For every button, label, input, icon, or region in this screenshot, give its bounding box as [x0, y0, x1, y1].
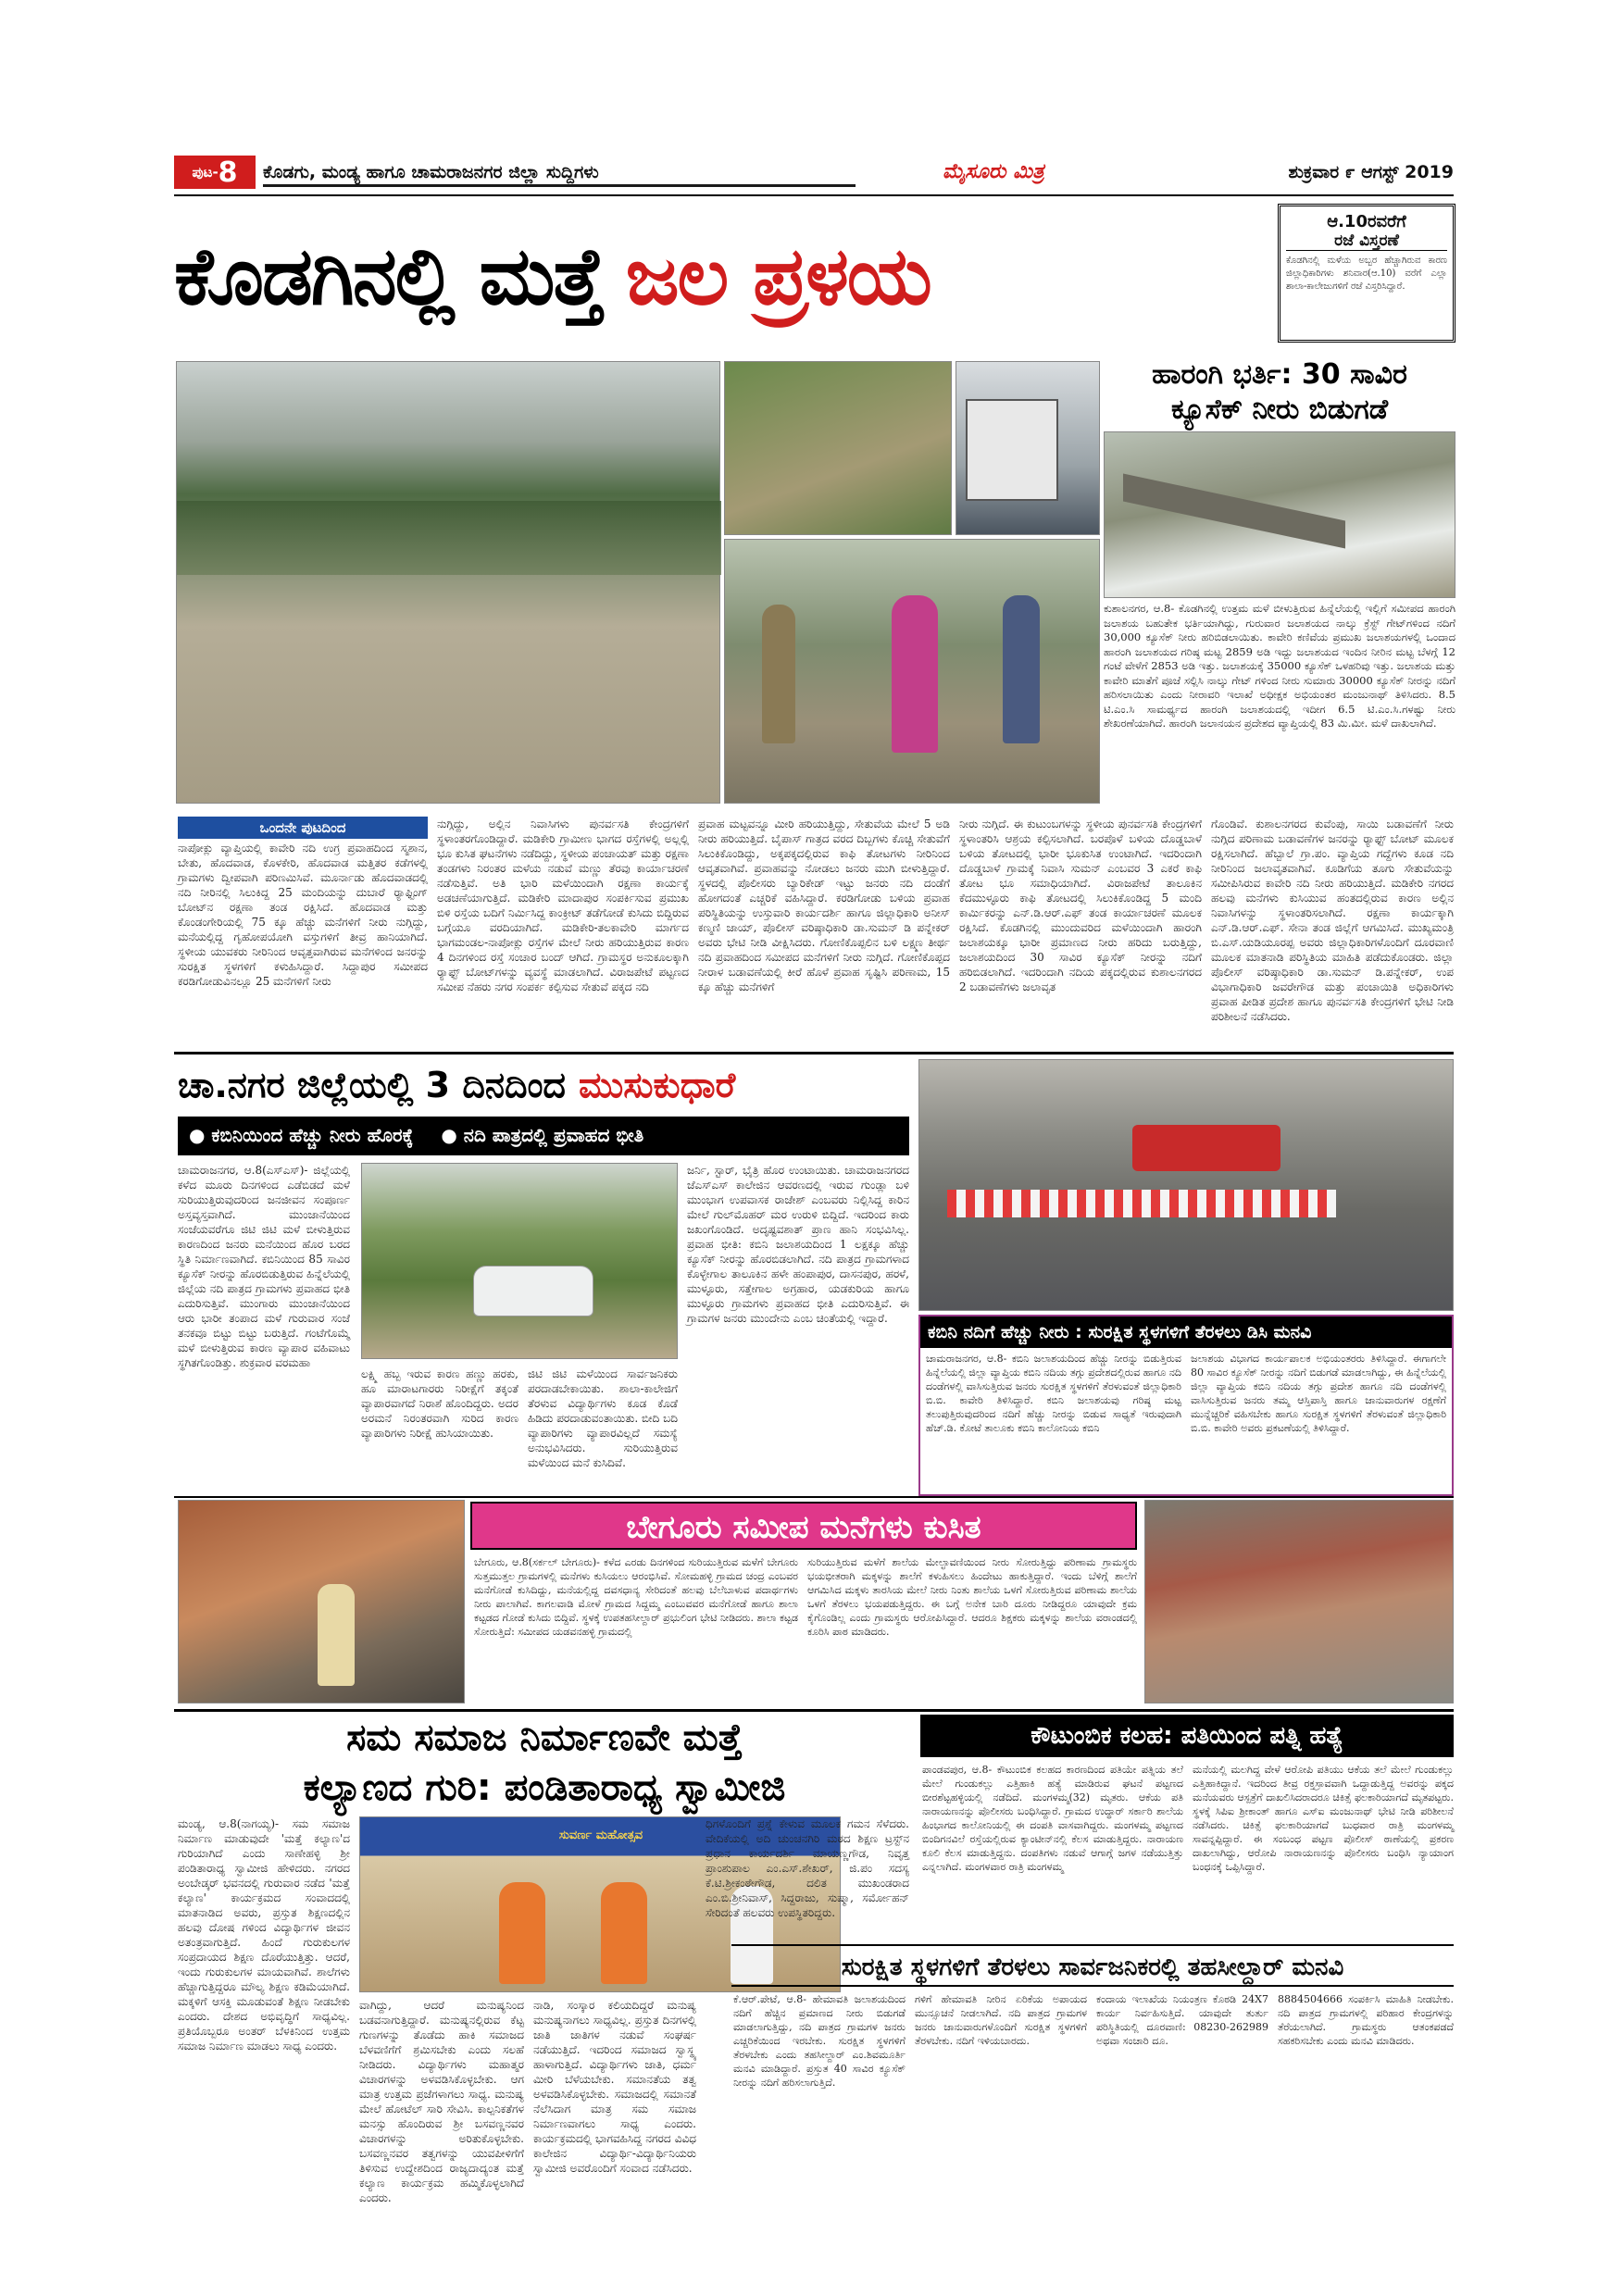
seer-col-2: ವಾಗಿದ್ದು, ಆದರೆ ಮನುಷ್ಯನಿಂದ ಬಡವನಾಗುತ್ತಿದ್ದಾರೆ. ಮನುಷ್ಯನಲ್ಲಿರುವ ಕೆಟ್ಟ ಗುಣಗಳನ್ನು ತೊಡೆದು ಹಾಕಿ ಸಮಾಜದ ಬೆಳವಣಿಗೆಗೆ ಶ್ರಮಿಸಬೇಕು ಎಂದು ಸಲಹೆ ನೀಡಿದರು. ವಿದ್ಯಾರ್ಥಿಗಳು ಮಹಾತ್ಮರ ವಿಚಾರಗಳನ್ನು ಅಳವಡಿಸಿಕೊಳ್ಳಬೇಕು. ಆಗ ಮಾತ್ರ ಉತ್ತಮ ಪ್ರಜೆಗಳಾಗಲು ಸಾಧ್ಯ. ಮನುಷ್ಯ ಮೇಲೆ ಹೋಟೆಲ್ ಸಾರಿ ಸೇವಿಸಿ. ಕಾಲ್ಪನಿಕತೆಗಳ ಮನಸ್ಸು ಹೊಂದಿರುವ ಶ್ರೀ ಬಸವಣ್ಣನವರ ವಿಚಾರಗಳನ್ನು ಅರಿತುಕೊಳ್ಳಬೇಕು. ಬಸವಣ್ಣನವರ ತತ್ವಗಳನ್ನು ಯುವಪೀಳಿಗೆಗೆ ತಿಳಿಸುವ ಉದ್ದೇಶದಿಂದ ರಾಜ್ಯದಾದ್ಯಂತ ಮತ್ತೆ ಕಲ್ಯಾಣ ಕಾರ್ಯಕ್ರಮ ಹಮ್ಮಿಕೊಳ್ಳಲಾಗಿದೆ ಎಂದರು. — [359, 1999, 524, 2204]
chamarajanagar-col-1: ಚಾಮರಾಜನಗರ, ಆ.8(ಎಸ್‌ಎಸ್)- ಜಿಲ್ಲೆಯಲ್ಲಿ ಕಳೆದ ಮೂರು ದಿನಗಳಿಂದ ಎಡೆಬಿಡದೆ ಮಳೆ ಸುರಿಯುತ್ತಿರುವುದರಿಂದ ಜನಜೀವನ ಸಂಪೂರ್ಣ ಅಸ್ತವ್ಯಸ್ತವಾಗಿದೆ. ಮುಂಜಾನೆಯಿಂದ ಸಂಜೆಯವರೆಗೂ ಜಿಟಿ ಜಿಟಿ ಮಳೆ ಬೀಳುತ್ತಿರುವ ಕಾರಣದಿಂದ ಜನರು ಮನೆಯಿಂದ ಹೊರ ಬರದ ಸ್ಥಿತಿ ನಿರ್ಮಾಣವಾಗಿದೆ. ಕಬಿನಿಯಿಂದ 85 ಸಾವಿರ ಕ್ಯೂಸೆಕ್ ನೀರನ್ನು ಹೊರಬಿಡುತ್ತಿರುವ ಹಿನ್ನೆಲೆಯಲ್ಲಿ ಜಿಲ್ಲೆಯ ನದಿ ಪಾತ್ರದ ಗ್ರಾಮಗಳು ಪ್ರವಾಹದ ಭೀತಿ ಎದುರಿಸುತ್ತಿವೆ. ಮುಂಗಾರು ಮುಂಜಾನೆಯಿಂದ ಆರು ಭಾರೀ ತಂಪಾದ ಮಳೆ ಗುರುವಾರ ಸಂಜೆ ತನಕವೂ ಬಿಟ್ಟು ಬಿಟ್ಟು ಬರುತ್ತಿದೆ. ಗಂಟೆಗೊಮ್ಮೆ ಮಳೆ ಬೀಳುತ್ತಿರುವ ಕಾರಣ ವ್ಯಾಪಾರ ವಹಿವಾಟು ಸ್ಥಗಿತಗೊಂಡಿತ್ತು. ಶುಕ್ರವಾರ ವರಮಹಾ — [178, 1164, 350, 1369]
seer-headline-line2: ಕಲ್ಯಾಣದ ಗುರಿ: ಪಂಡಿತಾರಾಧ್ಯ ಸ್ವಾಮೀಜಿ — [303, 1766, 786, 1809]
section-rule-2 — [174, 1496, 1454, 1498]
lead-col-5: ಗೊಂಡಿವೆ. ಕುಶಾಲನಗರದ ಕುವೆಂಪು, ಸಾಯಿ ಬಡಾವಣೆಗೆ ನೀರು ನುಗ್ಗಿದ ಪರಿಣಾಮ ಬಡಾವಣೆಗಳ ಜನರನ್ನು ರ್‍ಯಾಫ್ಟ್ ಬೋಟ್ ಮೂಲಕ ರಕ್ಷಿಸಲಾಗಿದೆ. ಹೆಬ್ಬಾಲೆ ಗ್ರಾ.ಪಂ. ವ್ಯಾಪ್ತಿಯ ಗದ್ದೆಗಳು ಕೂಡ ನದಿ ನೀರಿನಿಂದ ಜಲಾವೃತವಾಗಿವೆ. ಕೂಡಿಗೆಯ ತೂಗು ಸೇತುವೆಯನ್ನು ಸಮೀಪಿಸಿರುವ ಕಾವೇರಿ ನದಿ ನೀರು ಹರಿಯುತ್ತಿದೆ. ಮಡಿಕೇರಿ ನಗರದ ಹಲವು ಮನೆಗಳು ಕುಸಿಯುವ ಹಂತದಲ್ಲಿರುವ ಕಾರಣ ಅಲ್ಲಿನ ನಿವಾಸಿಗಳನ್ನು ಸ್ಥಳಾಂತರಿಸಲಾಗಿದೆ. ರಕ್ಷಣಾ ಕಾರ್ಯಕ್ಕಾಗಿ ಎನ್.ಡಿ.ಆರ್.ಎಫ್. ಸೇನಾ ತಂಡ ಜಿಲ್ಲೆಗೆ ಆಗಮಿಸಿದೆ. ಮುಖ್ಯಮಂತ್ರಿ ಬಿ.ಎಸ್.ಯಡಿಯೂರಪ್ಪ ಅವರು ಜಿಲ್ಲಾಧಿಕಾರಿಗಳೊಂದಿಗೆ ದೂರವಾಣಿ ಮೂಲಕ ಮಾತನಾಡಿ ಪರಿಸ್ಥಿತಿಯ ಮಾಹಿತಿ ಪಡೆದುಕೊಂಡರು. ಜಿಲ್ಲಾ ಪೊಲೀಸ್ ವರಿಷ್ಠಾಧಿಕಾರಿ ಡಾ.ಸುಮನ್ ಡಿ.ಪನ್ನೇಕರ್, ಉಪ ವಿಭಾಗಾಧಿಕಾರಿ ಜವರೇಗೌಡ ಮತ್ತು ಪಂಚಾಯಿತಿ ಅಧಿಕಾರಿಗಳು ಪ್ರವಾಹ ಪೀಡಿತ ಪ್ರದೇಶ ಹಾಗೂ ಪುನರ್ವಸತಿ ಕೇಂದ್ರಗಳಿಗೆ ಭೇಟಿ ನೀಡಿ ಪರಿಶೀಲನೆ ನಡೆಸಿದರು. — [1211, 817, 1454, 1023]
begur-col-1: ಬೇಗೂರು, ಆ.8(ಸರ್ಕಲ್ ಬೇಗೂರು)- ಕಳೆದ ಎರಡು ದಿನಗಳಿಂದ ಸುರಿಯುತ್ತಿರುವ ಮಳೆಗೆ ಬೇಗೂರು ಸುತ್ತಮುತ್ತಲ ಗ್ರಾಮಗಳಲ್ಲಿ ಮನೆಗಳು ಕುಸಿಯಲು ಆರಂಭಿಸಿವೆ. ಸೋಮಹಳ್ಳಿ ಗ್ರಾಮದ ಚಂದ್ರ ಎಂಬವರ ಮನೆಗೋಡೆ ಕುಸಿದಿದ್ದು, ಮನೆಯಲ್ಲಿದ್ದ ದವಸಧಾನ್ಯ ಸೇರಿದಂತೆ ಹಲವು ಬೆಲೆಬಾಳುವ ಪದಾರ್ಥಗಳು ನೀರು ಪಾಲಾಗಿವೆ. ಕಾಗಲವಾಡಿ ಮೋಳೆ ಗ್ರಾಮದ ಸಿದ್ದಮ್ಮ ಎಂಬುವವರ ಮನೆಗೋಡೆ ಹಾಗೂ ಶಾಲಾ ಕಟ್ಟಡದ ಗೋಡೆ ಕುಸಿದು ಬಿದ್ದಿವೆ. ಸ್ಥಳಕ್ಕೆ ಉಪತಹಸೀಲ್ದಾರ್ ಪ್ರಭುಲಿಂಗ ಭೇಟಿ ನೀಡಿದರು. ಶಾಲಾ ಕಟ್ಟಡ ಸೋರುತ್ತಿದೆ: ಸಮೀಪದ ಯಡವನಹಳ್ಳಿ ಗ್ರಾಮದಲ್ಲಿ — [474, 1556, 798, 1638]
begur-col-2: ಸುರಿಯುತ್ತಿರುವ ಮಳೆಗೆ ಶಾಲೆಯ ಮೇಲ್ಛಾವಣಿಯಿಂದ ನೀರು ಸೋರುತ್ತಿದ್ದು ಪರಿಣಾಮ ಗ್ರಾಮಸ್ಥರು ಭಯಭೀತರಾಗಿ ಮಕ್ಕಳನ್ನು ಶಾಲೆಗೆ ಕಳುಹಿಸಲು ಹಿಂದೇಟು ಹಾಕುತ್ತಿದ್ದಾರೆ. ಇಂದು ಬೆಳಿಗ್ಗೆ ಶಾಲೆಗೆ ಆಗಮಿಸಿದ ಮಕ್ಕಳು ತಾರಸಿಯ ಮೇಲೆ ನೀರು ನಿಂತು ಶಾಲೆಯ ಒಳಗೆ ಸೋರುತ್ತಿರುವ ಪರಿಣಾಮ ಶಾಲೆಯ ಒಳಗೆ ತೆರಳಲು ಭಯಪಡುತ್ತಿದ್ದರು. ಈ ಬಗ್ಗೆ ಅನೇಕ ಬಾರಿ ದೂರು ನೀಡಿದ್ದರೂ ಯಾವುದೇ ಕ್ರಮ ಕೈಗೊಂಡಿಲ್ಲ ಎಂದು ಗ್ರಾಮಸ್ಥರು ಆರೋಪಿಸಿದ್ದಾರೆ. ಆದರೂ ಶಿಕ್ಷಕರು ಮಕ್ಕಳನ್ನು ಶಾಲೆಯ ವರಾಂಡದಲ್ಲಿ ಕೂರಿಸಿ ಪಾಠ ಮಾಡಿದರು. — [807, 1556, 1137, 1638]
seer-photo-banner: ಸುವರ್ಣ ಮಹೋತ್ಸವ — [558, 1828, 643, 1842]
kabini-col-1: ಚಾಮರಾಜನಗರ, ಆ.8- ಕಬಿನಿ ಜಲಾಶಯದಿಂದ ಹೆಚ್ಚು ನೀರನ್ನು ಬಿಡುತ್ತಿರುವ ಹಿನ್ನೆಲೆಯಲ್ಲಿ ಜಿಲ್ಲಾ ವ್ಯಾಪ್ತಿಯ ಕಬಿನಿ ನದಿಯ ತಗ್ಗು ಪ್ರದೇಶದಲ್ಲಿರುವ ಹಾಗೂ ನದಿ ದಂಡೆಗಳಲ್ಲಿ ವಾಸಿಸುತ್ತಿರುವ ಜನರು ಸುರಕ್ಷಿತ ಸ್ಥಳಗಳಿಗೆ ತೆರಳುವಂತೆ ಜಿಲ್ಲಾಧಿಕಾರಿ ಬಿ.ಬಿ. ಕಾವೇರಿ ತಿಳಿಸಿದ್ದಾರೆ. ಕಬಿನಿ ಜಲಾಶಯವು ಗರಿಷ್ಠ ಮಟ್ಟ ತಲುಪುತ್ತಿರುವುದರಿಂದ ನದಿಗೆ ಹೆಚ್ಚು ನೀರನ್ನು ಬಿಡುವ ಸಾಧ್ಯತೆ ಇರುವುದಾಗಿ ಹೆಚ್.ಡಿ. ಕೋಟೆ ತಾಲೂಕು ಕಬಿನಿ ಕಾಲೋನಿಯ ಕಬಿನಿ — [926, 1353, 1181, 1434]
seer-headline-line1: ಸಮ ಸಮಾಜ ನಿರ್ಮಾಣವೇ ಮತ್ತೆ — [346, 1716, 743, 1759]
continuation-label: ಒಂದನೇ ಪುಟದಿಂದ — [178, 817, 428, 839]
lead-col-1: ನಾಪೋಕ್ಲು ವ್ಯಾಪ್ತಿಯಲ್ಲಿ ಕಾವೇರಿ ನದಿ ಉಗ್ರ ಪ್ರವಾಹದಿಂದ ಸ್ಮಶಾನ, ಬೇತು, ಹೊದವಾಡ, ಕೊಳಕೇರಿ, ಹೊದವಾಡ ಮತ್ತಿತರ ಕಡೆಗಳಲ್ಲಿ ಗ್ರಾಮಗಳು ದ್ವೀಪವಾಗಿ ಪರಿಣಮಿಸಿವೆ. ಮೂರ್ನಾಡು ಹೊದವಾಡದಲ್ಲಿ ನದಿ ನೀರಿನಲ್ಲಿ ಸಿಲುಕಿದ್ದ 25 ಮಂದಿಯನ್ನು ದುಬಾರೆ ರ್‍ಯಾಫ್ಟಿಂಗ್ ಬೋಟ್‌ನ ರಕ್ಷಣಾ ತಂಡ ರಕ್ಷಿಸಿದೆ. ಹೊದವಾಡ ಮತ್ತು ಕೊಂಡಂಗೇರಿಯಲ್ಲಿ 75 ಕ್ಕೂ ಹೆಚ್ಚು ಮನೆಗಳಿಗೆ ನೀರು ನುಗ್ಗಿದ್ದು, ಮನೆಯಲ್ಲಿದ್ದ ಗೃಹೋಪಯೋಗಿ ವಸ್ತುಗಳಿಗೆ ತೀವ್ರ ಹಾನಿಯಾಗಿದೆ. ಸ್ಥಳೀಯ ಯುವಕರು ನೀರಿನಿಂದ ಆವೃತ್ತವಾಗಿರುವ ಮನೆಗಳಿಂದ ಜನರನ್ನು ಸುರಕ್ಷಿತ ಸ್ಥಳಗಳಿಗೆ ಕಳುಹಿಸಿದ್ದಾರೆ. ಸಿದ್ದಾಪುರ ಸಮೀಪದ ಕರಡಿಗೋಡುವಿನಲ್ಲೂ 25 ಮನೆಗಳಿಗೆ ನೀರು — [178, 842, 428, 988]
newspaper-name: ಮೈಸೂರು ಮಿತ್ರ — [943, 160, 1044, 183]
chamarajanagar-col-3: ಜಿಟಿ ಜಿಟಿ ಮಳೆಯಿಂದ ಸಾರ್ವಜನಿಕರು ಪರದಾಡಬೇಕಾಯಿತು. ಶಾಲಾ-ಕಾಲೇಜಿಗೆ ತೆರಳುವ ವಿದ್ಯಾರ್ಥಿಗಳು ಕೂಡ ಕೊಡೆ ಹಿಡಿದು ಪರದಾಡುವಂತಾಯಿತು. ಬೀದಿ ಬದಿ ವ್ಯಾಪಾರಿಗಳು ವ್ಯಾಪಾರವಿಲ್ಲದೆ ಸಮಸ್ಯೆ ಅನುಭವಿಸಿದರು. ಸುರಿಯುತ್ತಿರುವ ಮಳೆಯಿಂದ ಮನೆ ಕುಸಿದಿವೆ. — [528, 1367, 678, 1469]
issue-date: ಶುಕ್ರವಾರ ೯ ಆಗಸ್ಟ್ 2019 — [1288, 162, 1454, 182]
holiday-box-title: ಆ.10ರವರೆಗೆ — [1327, 212, 1406, 231]
lead-headline — [174, 204, 1267, 352]
bus-photo — [956, 361, 1100, 535]
chamarajanagar-bullet-1: ● ಕಬಿನಿಯಿಂದ ಹೆಚ್ಚು ನೀರು ಹೊರಕ್ಕೆ — [189, 1124, 414, 1146]
lead-headline-black: ಕೊಡಗಿನಲ್ಲಿ ಮತ್ತೆ — [174, 231, 604, 323]
domestic-col-2: ಮನೆಯಲ್ಲಿ ಮಲಗಿದ್ದ ವೇಳೆ ಆರೋಪಿ ಪತಿಯು ಆಕೆಯ ತಲೆ ಮೇಲೆ ಗುಂಡುಕಲ್ಲು ಎತ್ತಿಹಾಕಿದ್ದಾನೆ. ಇದರಿಂದ ತೀವ್ರ ರಕ್ತಸ್ರಾವವಾಗಿ ಒದ್ದಾಡುತ್ತಿದ್ದ ಅವರನ್ನು ಪಕ್ಕದ ಮನೆಯವರು ಆಸ್ಪತ್ರೆಗೆ ದಾಖಲಿಸಿದರಾದರೂ ಚಿಕಿತ್ಸೆ ಫಲಕಾರಿಯಾಗದೆ ಮೃತಪಟ್ಟರು. ಸ್ಥಳಕ್ಕೆ ಸಿಪಿಐ ಶ್ರೀಕಾಂತ್ ಹಾಗೂ ಎಸ್‌ಐ ಮಂಜುನಾಥ್ ಭೇಟಿ ನೀಡಿ ಪರಿಶೀಲನೆ ನಡೆಸಿದರು. ಚಿಕಿತ್ಸೆ ಫಲಕಾರಿಯಾಗದೆ ಬುಧವಾರ ರಾತ್ರಿ ಮಂಗಳಮ್ಮ ಸಾವನ್ನಪ್ಪಿದ್ದಾರೆ. ಈ ಸಂಬಂಧ ಪಟ್ಟಣ ಪೊಲೀಸ್ ಠಾಣೆಯಲ್ಲಿ ಪ್ರಕರಣ ದಾಖಲಾಗಿದ್ದು, ಆರೋಪಿ ನಾರಾಯಣನನ್ನು ಪೊಲೀಸರು ಬಂಧಿಸಿ ನ್ಯಾಯಾಂಗ ಬಂಧನಕ್ಕೆ ಒಪ್ಪಿಸಿದ್ದಾರೆ. — [1193, 1764, 1454, 1873]
seer-col-4: ಧಿಗಳೊಂದಿಗೆ ಪ್ರಶ್ನೆ ಕೇಳುವ ಮೂಲಕ ಗಮನ ಸೆಳೆದರು. ವೇದಿಕೆಯಲ್ಲಿ ಅದಿ ಚುಂಚನಗಿರಿ ಮಠದ ಶಿಕ್ಷಣ ಟ್ರಸ್ಟ್‌ನ ಪ್ರಧಾನ ಕಾರ್ಯದರ್ಶಿ ಮಾಯಣ್ಣಗೌಡ, ನಿವೃತ್ತ ಪ್ರಾಂಶುಪಾಲ ಎಂ.ಎಸ್.ಶೇಖರ್, ಜಿ.ಪಂ ಸದಸ್ಯ ಕೆ.ಟಿ.ಶ್ರೀಕಂಠೇಗೌಡ, ದಲಿತ ಮುಖಂಡರಾದ ಎಂ.ಬಿ.ಶ್ರೀನಿವಾಸ್, ಸಿದ್ದರಾಜು, ಸುಷ್ಮಾ, ಸರ್ಮೋಹನ್ ಸೇರಿದಂತೆ ಹಲವರು ಉಪಸ್ಥಿತರಿದ್ದರು. — [706, 1817, 909, 1919]
holiday-box-subtitle: ರಜೆ ವಿಸ್ತರಣೆ — [1286, 231, 1447, 251]
seer-col-3: ನಾಡಿ, ಸಂಸ್ಕಾರ ಕಲಿಯದಿದ್ದರೆ ಮನುಷ್ಯ ಮನುಷ್ಯನಾಗಲು ಸಾಧ್ಯವಿಲ್ಲ. ಪ್ರಸ್ತುತ ದಿನಗಳಲ್ಲಿ ಜಾತಿ ಜಾತಿಗಳ ನಡುವೆ ಸಂಘರ್ಷ ನಡೆಯುತ್ತಿದೆ. ಇದರಿಂದ ಸಮಾಜದ ಸ್ವಾಸ್ಥ್ಯ ಹಾಳಾಗುತ್ತಿದೆ. ವಿದ್ಯಾರ್ಥಿಗಳು ಜಾತಿ, ಧರ್ಮ ಮೀರಿ ಬೆಳೆಯಬೇಕು. ಸಮಾನತೆಯ ತತ್ವ ಅಳವಡಿಸಿಕೊಳ್ಳಬೇಕು. ಸಮಾಜದಲ್ಲಿ ಸಮಾನತೆ ನೆಲೆಸಿದಾಗ ಮಾತ್ರ ಸಮ ಸಮಾಜ ನಿರ್ಮಾಣವಾಗಲು ಸಾಧ್ಯ ಎಂದರು. ಕಾರ್ಯಕ್ರಮದಲ್ಲಿ ಭಾಗವಹಿಸಿದ್ದ ನಗರದ ವಿವಿಧ ಕಾಲೇಜಿನ ವಿದ್ಯಾರ್ಥಿ-ವಿದ್ಯಾರ್ಥಿನಿಯರು ಸ್ವಾಮೀಜಿ ಅವರೊಂದಿಗೆ ಸಂವಾದ ನಡೆಸಿದರು. — [533, 1999, 696, 2175]
domestic-headline: ಕೌಟುಂಬಿಕ ಕಲಹ: ಪತಿಯಿಂದ ಪತ್ನಿ ಹತ್ಯೆ — [920, 1715, 1454, 1757]
chamarajanagar-col-4: ಜರ್ನಿ, ಸ್ಟಾರ್, ಭೈತ್ರಿ ಹೊರ ಉಂಟಾಯಿತು. ಚಾಮರಾಜನಗರದ ಜೆಎಸ್‌ಎಸ್ ಕಾಲೇಜಿನ ಆವರಣದಲ್ಲಿ ಇರುವ ಗುಂಡ್ಲಾ ಬಳಿ ಮುಂಭಾಗ ಉಪವಾಸಕ ರಾಜೇಶ್ ಎಂಬವರು ನಿಲ್ಲಿಸಿದ್ದ ಕಾರಿನ ಮೇಲೆ ಗುಲ್‌ಮೊಹರ್ ಮರ ಉರುಳಿ ಬಿದ್ದಿದೆ. ಇದರಿಂದ ಕಾರು ಜಖಂಗೊಂಡಿದೆ. ಅದೃಷ್ಟವಶಾತ್ ಪ್ರಾಣ ಹಾನಿ ಸಂಭವಿಸಿಲ್ಲ. ಪ್ರವಾಹ ಭೀತಿ: ಕಬಿನಿ ಜಲಾಶಯದಿಂದ 1 ಲಕ್ಷಕ್ಕೂ ಹೆಚ್ಚು ಕ್ಯೂಸೆಕ್ ನೀರನ್ನು ಹೊರಬಿಡಲಾಗಿದೆ. ನದಿ ಪಾತ್ರದ ಗ್ರಾಮಗಳಾದ ಕೊಳ್ಳೇಗಾಲ ತಾಲೂಕಿನ ಹಳೇ ಹಂಪಾಪುರ, ದಾಸನಪುರ, ಹರಳೆ, ಮುಳ್ಳೂರು, ಸತ್ತೇಗಾಲ ಅಗ್ರಹಾರ, ಯಡಕುರಿಯ ಹಾಗೂ ಮುಳ್ಳೂರು ಗ್ರಾಮಗಳು ಪ್ರವಾಹದ ಭೀತಿ ಎದುರಿಸುತ್ತಿವೆ. ಈ ಗ್ರಾಮಗಳ ಜನರು ಮುಂದೇನು ಎಂಬ ಚಿಂತೆಯಲ್ಲಿ ಇದ್ದಾರೆ. — [687, 1164, 909, 1325]
flood-river-photo — [176, 361, 720, 804]
lead-col-3: ಪ್ರವಾಹ ಮಟ್ಟವನ್ನೂ ಮೀರಿ ಹರಿಯುತ್ತಿದ್ದು, ಸೇತುವೆಯ ಮೇಲೆ 5 ಅಡಿ ನೀರು ಹರಿಯುತ್ತಿದೆ. ಬೈಪಾಸ್ ಗಾತ್ರದ ವರದ ದಿಬ್ಬಗಳು ಕೊಚ್ಚಿ ಸೇತುವೆಗೆ ಸಿಲುಕಿಕೊಂಡಿದ್ದು, ಅಕ್ಕಪಕ್ಕದಲ್ಲಿರುವ ಕಾಫಿ ತೋಟಗಳು ನೀರಿನಿಂದ ಆವೃತವಾಗಿವೆ. ಪ್ರವಾಹವನ್ನು ನೋಡಲು ಜನರು ಮುಗಿ ಬೀಳುತ್ತಿದ್ದಾರೆ. ಸ್ಥಳದಲ್ಲಿ ಪೊಲೀಸರು ಬ್ಯಾರಿಕೇಡ್ ಇಟ್ಟು ಜನರು ನದಿ ದಂಡೆಗೆ ಹೋಗದಂತೆ ಎಚ್ಚರಿಕೆ ವಹಿಸಿದ್ದಾರೆ. ಕರಡಿಗೋಡು ಬಳಿಯ ಪ್ರವಾಹ ಪರಿಸ್ಥಿತಿಯನ್ನು ಉಸ್ತುವಾರಿ ಕಾರ್ಯದರ್ಶಿ ಹಾಗೂ ಜಿಲ್ಲಾಧಿಕಾರಿ ಅನೀಸ್ ಕಣ್ಮಣಿ ಜಾಯ್, ಪೊಲೀಸ್ ವರಿಷ್ಠಾಧಿಕಾರಿ ಡಾ.ಸುಮನ್ ಡಿ ಪನ್ನೇಕರ್ ಅವರು ಭೇಟಿ ನೀಡಿ ವೀಕ್ಷಿಸಿದರು. ಗೋಣಿಕೊಪ್ಪಲಿನ ಬಳಿ ಲಕ್ಷ್ಮಣ ತೀರ್ಥ ನದಿ ಪ್ರವಾಹದಿಂದ ಸಮೀಪದ ಮನೆಗಳಿಗೆ ನೀರು ನುಗ್ಗಿದೆ. ಗೋಣಿಕೊಪ್ಪದ ನೀರಾಳ ಬಡಾವಣೆಯಲ್ಲಿ ಕೀರೆ ಹೊಳೆ ಪ್ರವಾಹ ಸೃಷ್ಟಿಸಿ ಪರಿಣಾಮ, 15 ಕ್ಕೂ ಹೆಚ್ಚು ಮನೆಗಳಿಗೆ — [698, 817, 950, 993]
section-rule-3 — [174, 1709, 1454, 1712]
rainy-street-photo — [918, 1059, 1454, 1311]
section-rule-1 — [174, 1052, 1454, 1054]
collapsed-house-photo-left — [178, 1500, 465, 1703]
harangi-dam-photo — [1104, 431, 1455, 598]
landslide-road-photo — [724, 361, 952, 535]
masthead — [174, 156, 1454, 189]
seer-headline — [178, 1713, 911, 1815]
kabini-headline: ಕಬಿನಿ ನದಿಗೆ ಹೆಚ್ಚು ನೀರು : ಸುರಕ್ಷಿತ ಸ್ಥಳಗಳಿಗೆ ತೆರಳಲು ಡಿಸಿ ಮನವಿ — [920, 1316, 1452, 1348]
chamarajanagar-headline-black: ಚಾ.ನಗರ ಜಿಲ್ಲೆಯಲ್ಲಿ 3 ದಿನದಿಂದ — [178, 1064, 566, 1105]
chamarajanagar-col-2: ಲಕ್ಷ್ಮಿ ಹಬ್ಬ ಇರುವ ಕಾರಣ ಹಣ್ಣು ಹರಕು, ಹೂ ಮಾರಾಟಗಾರರು ನಿರೀಕ್ಷೆಗೆ ತಕ್ಕಂತೆ ವ್ಯಾಪಾರವಾಗದೆ ನಿರಾಶೆ ಹೊಂದಿದ್ದರು. ಅದರ ಅರಮನೆ ನಿರಂತರವಾಗಿ ಸುರಿದ ಕಾರಣ ವ್ಯಾಪಾರಿಗಳು ನಿರೀಕ್ಷೆ ಹುಸಿಯಾಯಿತು. — [361, 1367, 518, 1440]
collapsed-house-photo-right — [1144, 1500, 1454, 1703]
kabini-col-2: ಜಲಾಶಯ ವಿಭಾಗದ ಕಾರ್ಯಪಾಲಕ ಅಭಿಯಂತರರು ತಿಳಿಸಿದ್ದಾರೆ. ಈಗಾಗಲೇ 80 ಸಾವಿರ ಕ್ಯೂಸೆಕ್ ನೀರನ್ನು ನದಿಗೆ ಬಿಡುಗಡೆ ಮಾಡಲಾಗಿದ್ದು, ಈ ಹಿನ್ನೆಲೆಯಲ್ಲಿ ಜಿಲ್ಲಾ ವ್ಯಾಪ್ತಿಯ ಕಬಿನಿ ನದಿಯ ತಗ್ಗು ಪ್ರದೇಶ ಹಾಗೂ ನದಿ ದಂಡೆಗಳಲ್ಲಿ ವಾಸಿಸುತ್ತಿರುವ ಜನರು ತಮ್ಮ ಆಸ್ತಿಪಾಸ್ತಿ ಹಾಗೂ ಜಾನುವಾರುಗಳ ರಕ್ಷಣೆಗೆ ಮುನ್ನೆಚ್ಚರಿಕೆ ವಹಿಸಬೇಕು ಹಾಗೂ ಸುರಕ್ಷಿತ ಸ್ಥಳಗಳಿಗೆ ತೆರಳುವಂತೆ ಜಿಲ್ಲಾಧಿಕಾರಿ ಬಿ.ಬಿ. ಕಾವೇರಿ ಅವರು ಪ್ರಕಟಣೆಯಲ್ಲಿ ತಿಳಿಸಿದ್ದಾರೆ. — [1191, 1353, 1446, 1434]
domestic-col-1: ಪಾಂಡವಪುರ, ಆ.8- ಕೌಟುಂಬಿಕ ಕಲಹದ ಕಾರಣದಿಂದ ಪತಿಯೇ ಪತ್ನಿಯ ತಲೆ ಮೇಲೆ ಗುಂಡುಕಲ್ಲು ಎತ್ತಿಹಾಕಿ ಹತ್ಯೆ ಮಾಡಿರುವ ಘಟನೆ ಪಟ್ಟಣದ ಬೀರಶೆಟ್ಟಹಳ್ಳಿಯಲ್ಲಿ ನಡೆದಿದೆ. ಮಂಗಳಮ್ಮ(32) ಮೃತರು. ಆಕೆಯ ಪತಿ ನಾರಾಯಣನನ್ನು ಪೊಲೀಸರು ಬಂಧಿಸಿದ್ದಾರೆ. ಗ್ರಾಮದ ಉದ್ಧಾರ್ ಸರ್ಕಾರಿ ಶಾಲೆಯ ಹಿಂಭಾಗದ ಕಾಲೋನಿಯಲ್ಲಿ ಈ ದಂಪತಿ ವಾಸವಾಗಿದ್ದರು. ಮಂಗಳಮ್ಮ ಪಟ್ಟಣದ ಬಿಂದಿಗನವಿಲೆ ರಸ್ತೆಯಲ್ಲಿರುವ ಕ್ಯಾಂಟೀನ್‌ನಲ್ಲಿ ಕೆಲಸ ಮಾಡುತ್ತಿದ್ದರು. ನಾರಾಯಣ ಕೂಲಿ ಕೆಲಸ ಮಾಡುತ್ತಿದ್ದನು. ದಂಪತಿಗಳು ನಡುವೆ ಆಗಾಗ್ಗೆ ಜಗಳ ನಡೆಯುತ್ತಿತ್ತು ಎನ್ನಲಾಗಿದೆ. ಮಂಗಳವಾರ ರಾತ್ರಿ ಮಂಗಳಮ್ಮ — [922, 1764, 1183, 1873]
seer-col-1: ಮಂಡ್ಯ, ಆ.8(ನಾಗಯ್ಯ)- ಸಮ ಸಮಾಜ ನಿರ್ಮಾಣ ಮಾಡುವುದೇ 'ಮತ್ತೆ ಕಲ್ಯಾಣ'ದ ಗುರಿಯಾಗಿದೆ ಎಂದು ಸಾಣೇಹಳ್ಳಿ ಶ್ರೀ ಪಂಡಿತಾರಾಧ್ಯ ಸ್ವಾಮೀಜಿ ಹೇಳಿದರು. ನಗರದ ಅಂಬೇಡ್ಕರ್ ಭವನದಲ್ಲಿ ಗುರುವಾರ ನಡೆದ 'ಮತ್ತೆ ಕಲ್ಯಾಣ' ಕಾರ್ಯಕ್ರಮದ ಸಂವಾದದಲ್ಲಿ ಮಾತನಾಡಿದ ಅವರು, ಪ್ರಸ್ತುತ ಶಿಕ್ಷಣದಲ್ಲಿನ ಹಲವು ದೋಷ ಗಳಿಂದ ವಿದ್ಯಾರ್ಥಿಗಳ ಜೀವನ ಅತಂತ್ರವಾಗುತ್ತಿದೆ. ಹಿಂದೆ ಗುರುಕುಲಗಳ ಸಂಪ್ರದಾಯದ ಶಿಕ್ಷಣ ದೊರೆಯುತ್ತಿತ್ತು. ಆದರೆ, ಇಂದು ಗುರುಕುಲಗಳ ಮಾಯವಾಗಿವೆ. ಶಾಲೆಗಳು ಹೆಚ್ಚಾಗುತ್ತಿದ್ದರೂ ಮೌಲ್ಯ ಶಿಕ್ಷಣ ಕಡಿಮೆಯಾಗಿದೆ. ಮಕ್ಕಳಿಗೆ ಆಸಕ್ತಿ ಮೂಡುವಂತೆ ಶಿಕ್ಷಣ ನೀಡಬೇಕು ಎಂದರು. ದೇಶದ ಅಭಿವೃದ್ಧಿಗೆ ಸಾಧ್ಯವಿಲ್ಲ. ಪ್ರತಿಯೊಬ್ಬರೂ ಅಂತರ್ ಬೆಳಕಿನಿಂದ ಉತ್ತಮ ಸಮಾಜ ನಿರ್ಮಾಣ ಮಾಡಲು ಸಾಧ್ಯ ಎಂದರು. — [178, 1817, 350, 2053]
masthead-rule — [174, 194, 1454, 196]
fallen-tree-car-photo — [361, 1163, 678, 1359]
lead-col-4: ನೀರು ನುಗ್ಗಿದೆ. ಈ ಕುಟುಂಬಗಳನ್ನು ಸ್ಥಳೀಯ ಪುನರ್ವಸತಿ ಕೇಂದ್ರಗಳಿಗೆ ಸ್ಥಳಾಂತರಿಸಿ ಆಶ್ರಯ ಕಲ್ಪಿಸಲಾಗಿದೆ. ಬರಪೊಳೆ ಬಳಿಯ ದೊಡ್ಡಬಾಳೆ ಬಳಿಯ ತೋಟದಲ್ಲಿ ಭಾರೀ ಭೂಕುಸಿತ ಉಂಟಾಗಿದೆ. ಇದರಿಂದಾಗಿ ದೊಡ್ಡಬಾಳೆ ಗ್ರಾಮಕ್ಕೆ ನಿವಾಸಿ ಸುಮನ್ ಎಂಬವರ 3 ಎಕರೆ ಕಾಫಿ ತೋಟ ಭೂ ಸಮಾಧಿಯಾಗಿದೆ. ವಿರಾಜಪೇಟೆ ತಾಲೂಕಿನ ಕೆದಮುಳ್ಳೂರು ಕಾಫಿ ತೋಟದಲ್ಲಿ ಸಿಲುಕಿಕೊಂಡಿದ್ದ 5 ಮಂದಿ ಕಾರ್ಮಿಕರನ್ನು ಎನ್.ಡಿ.ಆರ್.ಎಫ್ ತಂಡ ಕಾರ್ಯಾಚರಣೆ ಮೂಲಕ ರಕ್ಷಿಸಿದೆ. ಕೊಡಗಿನಲ್ಲಿ ಮುಂದುವರಿದ ಮಳೆಯಿಂದಾಗಿ ಹಾರಂಗಿ ಜಲಾಶಯಕ್ಕೂ ಭಾರೀ ಪ್ರಮಾಣದ ನೀರು ಹರಿದು ಬರುತ್ತಿದ್ದು, ಜಲಾಶಯದಿಂದ 30 ಸಾವಿರ ಕ್ಯೂಸೆಕ್ ನೀರನ್ನು ನದಿಗೆ ಹರಿಬಿಡಲಾಗಿದೆ. ಇದರಿಂದಾಗಿ ನದಿಯ ಪಕ್ಕದಲ್ಲಿರುವ ಕುಶಾಲನಗರದ 2 ಬಡಾವಣೆಗಳು ಜಲಾವೃತ — [959, 817, 1202, 993]
harangi-headline-line1: ಹಾರಂಗಿ ಭರ್ತಿ: 30 ಸಾವಿರ — [1152, 358, 1407, 391]
holiday-box — [1278, 204, 1455, 343]
kabini-box — [918, 1315, 1454, 1496]
harangi-headline-line2: ಕ್ಯೂಸೆಕ್ ನೀರು ಬಿಡುಗಡೆ — [1170, 393, 1389, 426]
tahsildar-col-1: ಕೆ.ಆರ್.ಪೇಟೆ, ಆ.8- ಹೇಮಾವತಿ ಜಲಾಶಯದಿಂದ ನದಿಗೆ ಹೆಚ್ಚಿನ ಪ್ರಮಾಣದ ನೀರು ಬಿಡುಗಡೆ ಮಾಡಲಾಗುತ್ತಿದ್ದು, ನದಿ ಪಾತ್ರದ ಗ್ರಾಮಗಳ ಜನರು ಎಚ್ಚರಿಕೆಯಿಂದ ಇರಬೇಕು. ಸುರಕ್ಷಿತ ಸ್ಥಳಗಳಿಗೆ ತೆರಳಬೇಕು ಎಂದು ತಹಸೀಲ್ದಾರ್ ಎಂ.ಶಿವಮೂರ್ತಿ ಮನವಿ ಮಾಡಿದ್ದಾರೆ. ಪ್ರಸ್ತುತ 40 ಸಾವಿರ ಕ್ಯೂಸೆಕ್ ನೀರನ್ನು ನದಿಗೆ ಹರಿಸಲಾಗುತ್ತಿದೆ. — [733, 1993, 906, 2089]
tahsildar-col-4: 8884504666 ಸಂಪರ್ಕಿಸಿ ಮಾಹಿತಿ ನೀಡಬೇಕು. ನದಿ ಪಾತ್ರದ ಗ್ರಾಮಗಳಲ್ಲಿ ಪರಿಹಾರ ಕೇಂದ್ರಗಳನ್ನು ತೆರೆಯಲಾಗಿದೆ. ಗ್ರಾಮಸ್ಥರು ಆತಂಕಪಡದೆ ಸಹಕರಿಸಬೇಕು ಎಂದು ಮನವಿ ಮಾಡಿದರು. — [1278, 1993, 1454, 2047]
page-number-badge — [174, 156, 256, 189]
page-number: 8 — [218, 156, 238, 189]
tahsildar-headline: ಸುರಕ್ಷಿತ ಸ್ಥಳಗಳಿಗೆ ತೆರಳಲು ಸಾರ್ವಜನಿಕರಲ್ಲಿ ತಹಸೀಲ್ದಾರ್ ಮನವಿ — [731, 1944, 1454, 1987]
tahsildar-col-2: ಗಳಿಗೆ ಹೇಮಾವತಿ ನೀರಿನ ಏರಿಕೆಯ ಅಪಾಯದ ಮುನ್ಸೂಚನೆ ನೀಡಲಾಗಿದೆ. ನದಿ ಪಾತ್ರದ ಗ್ರಾಮಗಳ ಜನರು ಜಾನುವಾರುಗಳೊಂದಿಗೆ ಸುರಕ್ಷಿತ ಸ್ಥಳಗಳಿಗೆ ತೆರಳಬೇಕು. ನದಿಗೆ ಇಳಿಯಬಾರದು. — [915, 1993, 1087, 2047]
chamarajanagar-bullet-2: ● ನದಿ ಪಾತ್ರದಲ್ಲಿ ಪ್ರವಾಹದ ಭೀತಿ — [441, 1124, 644, 1146]
lead-col-2: ನುಗ್ಗಿದ್ದು, ಅಲ್ಲಿನ ನಿವಾಸಿಗಳು ಪುನರ್ವಸತಿ ಕೇಂದ್ರಗಳಿಗೆ ಸ್ಥಳಾಂತರಗೊಂಡಿದ್ದಾರೆ. ಮಡಿಕೇರಿ ಗ್ರಾಮೀಣ ಭಾಗದ ರಸ್ತೆಗಳಲ್ಲಿ ಅಲ್ಲಲ್ಲಿ ಭೂ ಕುಸಿತ ಘಟನೆಗಳು ನಡೆದಿದ್ದು, ಸ್ಥಳೀಯ ಪಂಚಾಯತ್ ಮತ್ತು ರಕ್ಷಣಾ ತಂಡಗಳು ನಿರಂತರ ಮಳೆಯ ನಡುವೆ ಮಣ್ಣು ತೆರವು ಕಾರ್ಯಾಚರಣೆ ನಡೆಸುತ್ತಿವೆ. ಅತಿ ಭಾರಿ ಮಳೆಯಿಂದಾಗಿ ರಕ್ಷಣಾ ಕಾರ್ಯಕ್ಕೆ ಅಡಚಣೆಯಾಗುತ್ತಿದೆ. ಮಡಿಕೇರಿ ಮಾದಾಪುರ ಸಂಪರ್ಕಿಸುವ ಪ್ರಮುಖ ಬಿಳಿ ರಸ್ತೆಯ ಬದಿಗೆ ನಿರ್ಮಿಸಿದ್ದ ಕಾಂಕ್ರೀಟ್ ತಡೆಗೋಡೆ ಕುಸಿದು ಬಿದ್ದಿರುವ ಬಗ್ಗೆಯೂ ವರದಿಯಾಗಿದೆ. ಮಡಿಕೇರಿ-ತಲಕಾವೇರಿ ಮಾರ್ಗದ ಭಾಗಮಂಡಲ-ನಾಪೋಕ್ಲು ರಸ್ತೆಗಳ ಮೇಲೆ ನೀರು ಹರಿಯುತ್ತಿರುವ ಕಾರಣ 4 ದಿನಗಳಿಂದ ರಸ್ತೆ ಸಂಚಾರ ಬಂದ್ ಆಗಿದೆ. ಗ್ರಾಮಸ್ಥರ ಅನುಕೂಲಕ್ಕಾಗಿ ರ್‍ಯಾಫ್ಟ್ ಬೋಟ್‌ಗಳನ್ನು ವ್ಯವಸ್ಥೆ ಮಾಡಲಾಗಿದೆ. ವಿರಾಜಪೇಟೆ ಪಟ್ಟಣದ ಸಮೀಪ ನೆಹರು ನಗರ ಸಂಪರ್ಕ ಕಲ್ಪಿಸುವ ಸೇತುವೆ ಪಕ್ಕದ ನದಿ — [437, 817, 689, 993]
chamarajanagar-headline-red: ಮುಸುಕುಧಾರೆ — [578, 1064, 736, 1105]
harangi-headline — [1104, 357, 1455, 428]
tahsildar-col-3: ಕಂದಾಯ ಇಲಾಖೆಯ ನಿಯಂತ್ರಣ ಕೊಠಡಿ 24X7 ಕಾರ್ಯ ನಿರ್ವಹಿಸುತ್ತಿದೆ. ಯಾವುದೇ ತುರ್ತು ಪರಿಸ್ಥಿತಿಯಲ್ಲಿ ದೂರವಾಣಿ: 08230-262989 ಅಥವಾ ಸಂಚಾರಿ ದೂ. — [1096, 1993, 1268, 2047]
holiday-box-text: ಕೊಡಗಿನಲ್ಲಿ ಮಳೆಯ ಅಬ್ಬರ ಹೆಚ್ಚಾಗಿರುವ ಕಾರಣ ಜಿಲ್ಲಾಧಿಕಾರಿಗಳು ಶನಿವಾರ(ಆ.10) ವರೆಗೆ ಎಲ್ಲಾ ಶಾಲಾ-ಕಾಲೇಜುಗಳಿಗೆ ರಜೆ ವಿಸ್ತರಿಸಿದ್ದಾರೆ. — [1286, 256, 1447, 292]
lead-headline-red: ಜಲ ಪ್ರಳಯ — [625, 231, 931, 323]
chamarajanagar-bullets — [178, 1117, 909, 1155]
officials-inspection-photo — [724, 539, 1100, 804]
section-title: ಕೊಡಗು, ಮಂಡ್ಯ ಹಾಗೂ ಚಾಮರಾಜನಗರ ಜಿಲ್ಲಾ ಸುದ್ದಿಗಳು — [263, 157, 856, 187]
chamarajanagar-headline — [178, 1057, 909, 1113]
page-label: ಪುಟ- — [192, 164, 219, 181]
begur-headline: ಬೇಗೂರು ಸಮೀಪ ಮನೆಗಳು ಕುಸಿತ — [470, 1502, 1137, 1550]
harangi-text: ಕುಶಾಲನಗರ, ಆ.8- ಕೊಡಗಿನಲ್ಲಿ ಉತ್ತಮ ಮಳೆ ಬೀಳುತ್ತಿರುವ ಹಿನ್ನೆಲೆಯಲ್ಲಿ ಇಲ್ಲಿಗೆ ಸಮೀಪದ ಹಾರಂಗಿ ಜಲಾಶಯ ಬಹುತೇಕ ಭರ್ತಿಯಾಗಿದ್ದು, ಗುರುವಾರ ಜಲಾಶಯದ ನಾಲ್ಕು ಕ್ರೆಸ್ಟ್ ಗೇಟ್‌ಗಳಿಂದ ನದಿಗೆ 30,000 ಕ್ಯೂಸೆಕ್ ನೀರು ಹರಿಬಿಡಲಾಯಿತು. ಕಾವೇರಿ ಕಣಿವೆಯ ಪ್ರಮುಖ ಜಲಾಶಯಗಳಲ್ಲಿ ಒಂದಾದ ಹಾರಂಗಿ ಜಲಾಶಯದ ಗರಿಷ್ಠ ಮಟ್ಟ 2859 ಅಡಿ ಇದ್ದು ಜಲಾಶಯದ ಇಂದಿನ ನೀರಿನ ಮಟ್ಟ ಬೆಳಗ್ಗೆ 12 ಗಂಟೆ ವೇಳೆಗೆ 2853 ಅಡಿ ಇತ್ತು. ಜಲಾಶಯಕ್ಕೆ 35000 ಕ್ಯೂಸೆಕ್ ಒಳಹರಿವು ಇತ್ತು. ಜಲಾಶಯ ಮತ್ತು ಕಾವೇರಿ ಮಾತೆಗೆ ಪೂಜೆ ಸಲ್ಲಿಸಿ ನಾಲ್ಕು ಗೇಟ್ ಗಳಿಂದ ನೀರು ಸುಮಾರು 30000 ಕ್ಯೂಸೆಕ್ ನೀರನ್ನು ನದಿಗೆ ಹರಿಸಲಾಯಿತು ಎಂದು ನೀರಾವರಿ ಇಲಾಖೆ ಅಧೀಕ್ಷಕ ಅಭಿಯಂತರ ಮಂಜುನಾಥ್ ತಿಳಿಸಿದರು. 8.5 ಟಿ.ಎಂ.ಸಿ ಸಾಮರ್ಥ್ಯದ ಹಾರಂಗಿ ಜಲಾಶಯದಲ್ಲಿ ಇದೀಗ 6.5 ಟಿ.ಎಂ.ಸಿ.ಗಳಷ್ಟು ನೀರು ಶೇಖರಣೆಯಾಗಿದೆ. ಹಾರಂಗಿ ಜಲಾನಯನ ಪ್ರದೇಶದ ವ್ಯಾಪ್ತಿಯಲ್ಲಿ 83 ಮಿ.ಮೀ. ಮಳೆ ದಾಖಲಾಗಿದೆ. — [1104, 602, 1455, 730]
